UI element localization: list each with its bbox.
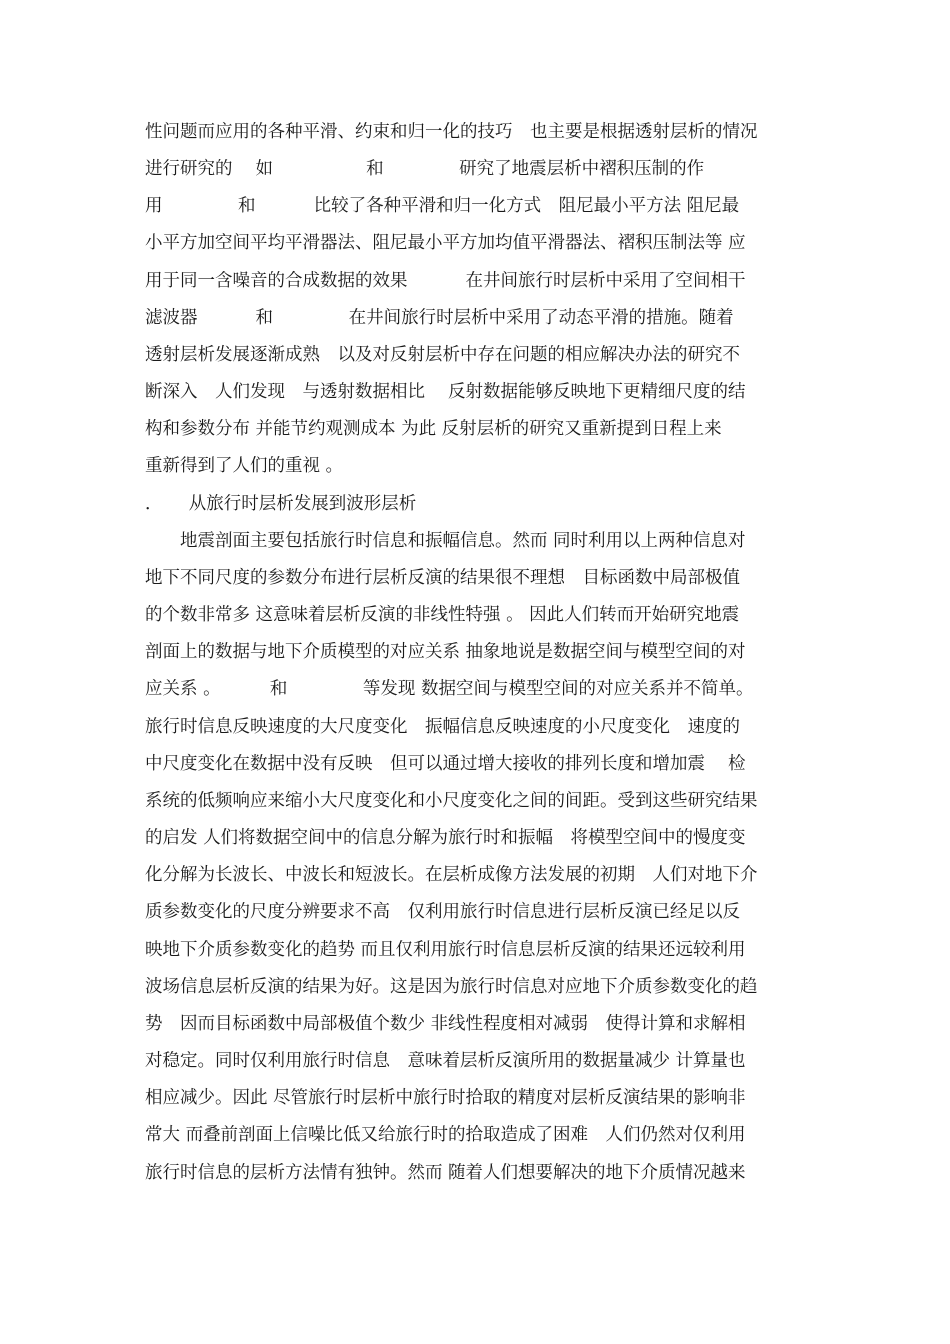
- text-line: 的启发 人们将数据空间中的信息分解为旅行时和振幅 将模型空间中的慢度变: [145, 828, 746, 848]
- text-line: 中尺度变化在数据中没有反映 但可以通过增大接收的排列长度和增加震 检: [145, 754, 746, 774]
- text-line: 性问题而应用的各种平滑、约束和归一化的技巧 也主要是根据透射层析的情况: [145, 122, 758, 142]
- text-line: 用于同一含噪音的合成数据的效果 在井间旅行时层析中采用了空间相干: [145, 271, 746, 291]
- text-line: 透射层析发展逐渐成熟 以及对反射层析中存在问题的相应解决办法的研究不: [145, 345, 740, 365]
- text-line: 旅行时信息的层析方法情有独钟。然而 随着人们想要解决的地下介质情况越来: [145, 1163, 746, 1183]
- text-line: 小平方加空间平均平滑器法、阻尼最小平方加均值平滑器法、褶积压制法等 应: [145, 233, 746, 253]
- text-line: 映地下介质参数变化的趋势 而且仅利用旅行时信息层析反演的结果还远较利用: [145, 940, 746, 960]
- text-line: 常大 而叠前剖面上信噪比低又给旅行时的拾取造成了困难 人们仍然对仅利用: [145, 1125, 746, 1145]
- text-line: 滤波器 和 在井间旅行时层析中采用了动态平滑的措施。随着: [145, 308, 734, 328]
- text-line: 地下不同尺度的参数分布进行层析反演的结果很不理想 目标函数中局部极值: [145, 568, 740, 588]
- text-line: 化分解为长波长、中波长和短波长。在层析成像方法发展的初期 人们对地下介: [145, 865, 758, 885]
- text-line: 剖面上的数据与地下介质模型的对应关系 抽象地说是数据空间与模型空间的对: [145, 642, 746, 662]
- text-line: 旅行时信息反映速度的大尺度变化 振幅信息反映速度的小尺度变化 速度的: [145, 717, 740, 737]
- text-line: 重新得到了人们的重视 。: [145, 456, 344, 476]
- text-line: 系统的低频响应来缩小大尺度变化和小尺度变化之间的间距。受到这些研究结果: [145, 791, 758, 811]
- text-line: 用 和 比较了各种平滑和归一化方式 阻尼最小平方法 阻尼最: [145, 196, 740, 216]
- text-line: 应关系 。 和 等发现 数据空间与模型空间的对应关系并不简单。: [145, 679, 754, 699]
- section-heading: ． 从旅行时层析发展到波形层析: [145, 494, 417, 514]
- text-line: 构和参数分布 并能节约观测成本 为此 反射层析的研究又重新提到日程上来: [145, 419, 722, 439]
- text-line: 地震剖面主要包括旅行时信息和振幅信息。然而 同时利用以上两种信息对: [145, 531, 746, 551]
- text-line: 相应减少。因此 尽管旅行时层析中旅行时拾取的精度对层析反演结果的影响非: [145, 1088, 746, 1108]
- text-line: 势 因而目标函数中局部极值个数少 非线性程度相对减弱 使得计算和求解相: [145, 1014, 746, 1034]
- text-line: 波场信息层析反演的结果为好。这是因为旅行时信息对应地下介质参数变化的趋: [145, 977, 758, 997]
- text-line: 断深入 人们发现 与透射数据相比 反射数据能够反映地下更精细尺度的结: [145, 382, 746, 402]
- text-line: 的个数非常多 这意味着层析反演的非线性特强 。 因此人们转而开始研究地震: [145, 605, 740, 625]
- text-line: 对稳定。同时仅利用旅行时信息 意味着层析反演所用的数据量减少 计算量也: [145, 1051, 746, 1071]
- text-line: 质参数变化的尺度分辨要求不高 仅利用旅行时信息进行层析反演已经足以反: [145, 902, 740, 922]
- text-line: 进行研究的 如 和 研究了地震层析中褶积压制的作: [145, 159, 705, 179]
